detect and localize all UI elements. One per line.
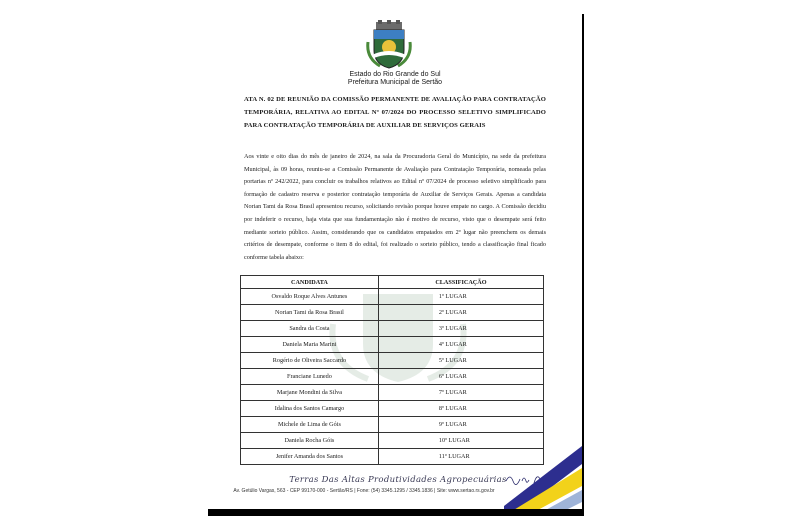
candidate-name: Daniela Rocha Góis [241,433,379,449]
candidate-rank: 7º LUGAR [378,385,543,401]
table-row [241,321,544,337]
candidate-name: Sandra da Costa [241,321,379,337]
candidate-rank: 10º LUGAR [378,433,543,449]
document-title: ATA N. 02 DE REUNIÃO DA COMISSÃO PERMANENTE DE AVALIAÇÃO PARA CONTRATAÇÃO TEMPORÁRIA, RELATIVA AO EDITAL Nº 07/2024 DO PROCESSO SELETIVO SIMPLIFICADO PARA CONTRATAÇÃO TEMPORÁRIA DE AUXILIAR DE SERVIÇOS GERAIS [244,96,546,129]
candidate-rank: 3º LUGAR [378,321,543,337]
table-row [241,305,544,321]
state-name: Estado do Rio Grande do Sul [349,71,441,78]
candidate-name: Idalina dos Santos Camargo [241,401,379,417]
candidate-rank: 2º LUGAR [378,305,543,321]
candidate-rank: 5º LUGAR [378,353,543,369]
document-body: Aos vinte e oito dias do mês de janeiro de 2024, na sala da Procuradoria Geral do Município, na sede da prefeitura Municipal, às 09 horas, reuniu-se a Comissão Permanente de Avaliação para Contratação Temporária, nomeada pelas portarias nº 242/2022, para concluir os trabalhos relativos ao Edital nº 07/2024 de processo seletivo simplificado para formação de cadastro reserva e posterior contratação temporária de Auxiliar de Serviços Gerais. Apenas a candidata Norian Tami da Rosa Brasil apresentou recurso, solicitando revisão porque houve empate no cargo. A Comissão decidiu por indeferir o recurso, haja vista que sua fundamentação não é motivo de recurso, visto que o desempate será feito mediante sorteio público. Assim, considerando que os candidatos empatados em 2º lugar não preenchem os demais critérios de desempate, conforme o item 8 do edital, foi realizado o sorteio público, tendo a classificação final ficado conforme tabela abaixo: [244,153,546,261]
municipal-motto: Terras Das Altas Produtividades Agropecuárias [289,475,507,485]
candidate-rank: 9º LUGAR [378,417,543,433]
classification-table [240,275,544,465]
candidate-name: Rogério de Oliveira Saccardo [241,353,379,369]
candidate-name: Franciane Lunedo [241,369,379,385]
candidate-name: Osvaldo Roque Alves Antunes [241,289,379,305]
table-row [241,401,544,417]
candidate-rank: 8º LUGAR [378,401,543,417]
scan-border-bottom [208,509,584,516]
table-row [241,289,544,305]
table-row [241,337,544,353]
table-row [241,433,544,449]
table-row [241,369,544,385]
city-hall-name: Prefeitura Municipal de Sertão [347,79,443,86]
candidate-name: Michele de Lima de Góis [241,417,379,433]
candidate-name: Jenifer Amanda dos Santos [241,449,379,465]
table-row [241,353,544,369]
scan-border-right [582,14,584,516]
candidate-rank: 4º LUGAR [378,337,543,353]
decorative-corner-stripes [504,446,582,516]
table-header-row [241,276,544,289]
footer-address: Av. Getúlio Vargas, 563 - CEP 99170-000 - Sertão/RS | Fone: (54) 3345.1295 / 3345.1836 | Site: www.sertao.rs.gov.br [233,488,495,494]
candidate-rank: 11º LUGAR [378,449,543,465]
candidate-rank: 1º LUGAR [378,289,543,305]
column-header-candidate: CANDIDATA [241,276,379,289]
municipal-crest-icon [366,20,412,70]
table-row [241,417,544,433]
candidate-name: Norian Tami da Rosa Brasil [241,305,379,321]
candidate-name: Daniela Maria Marini [241,337,379,353]
candidate-rank: 6º LUGAR [378,369,543,385]
table-row [241,449,544,465]
candidate-name: Marjane Mondini da Silva [241,385,379,401]
table-row [241,385,544,401]
column-header-classification: CLASSIFICAÇÃO [378,276,543,289]
document-page [208,14,582,516]
